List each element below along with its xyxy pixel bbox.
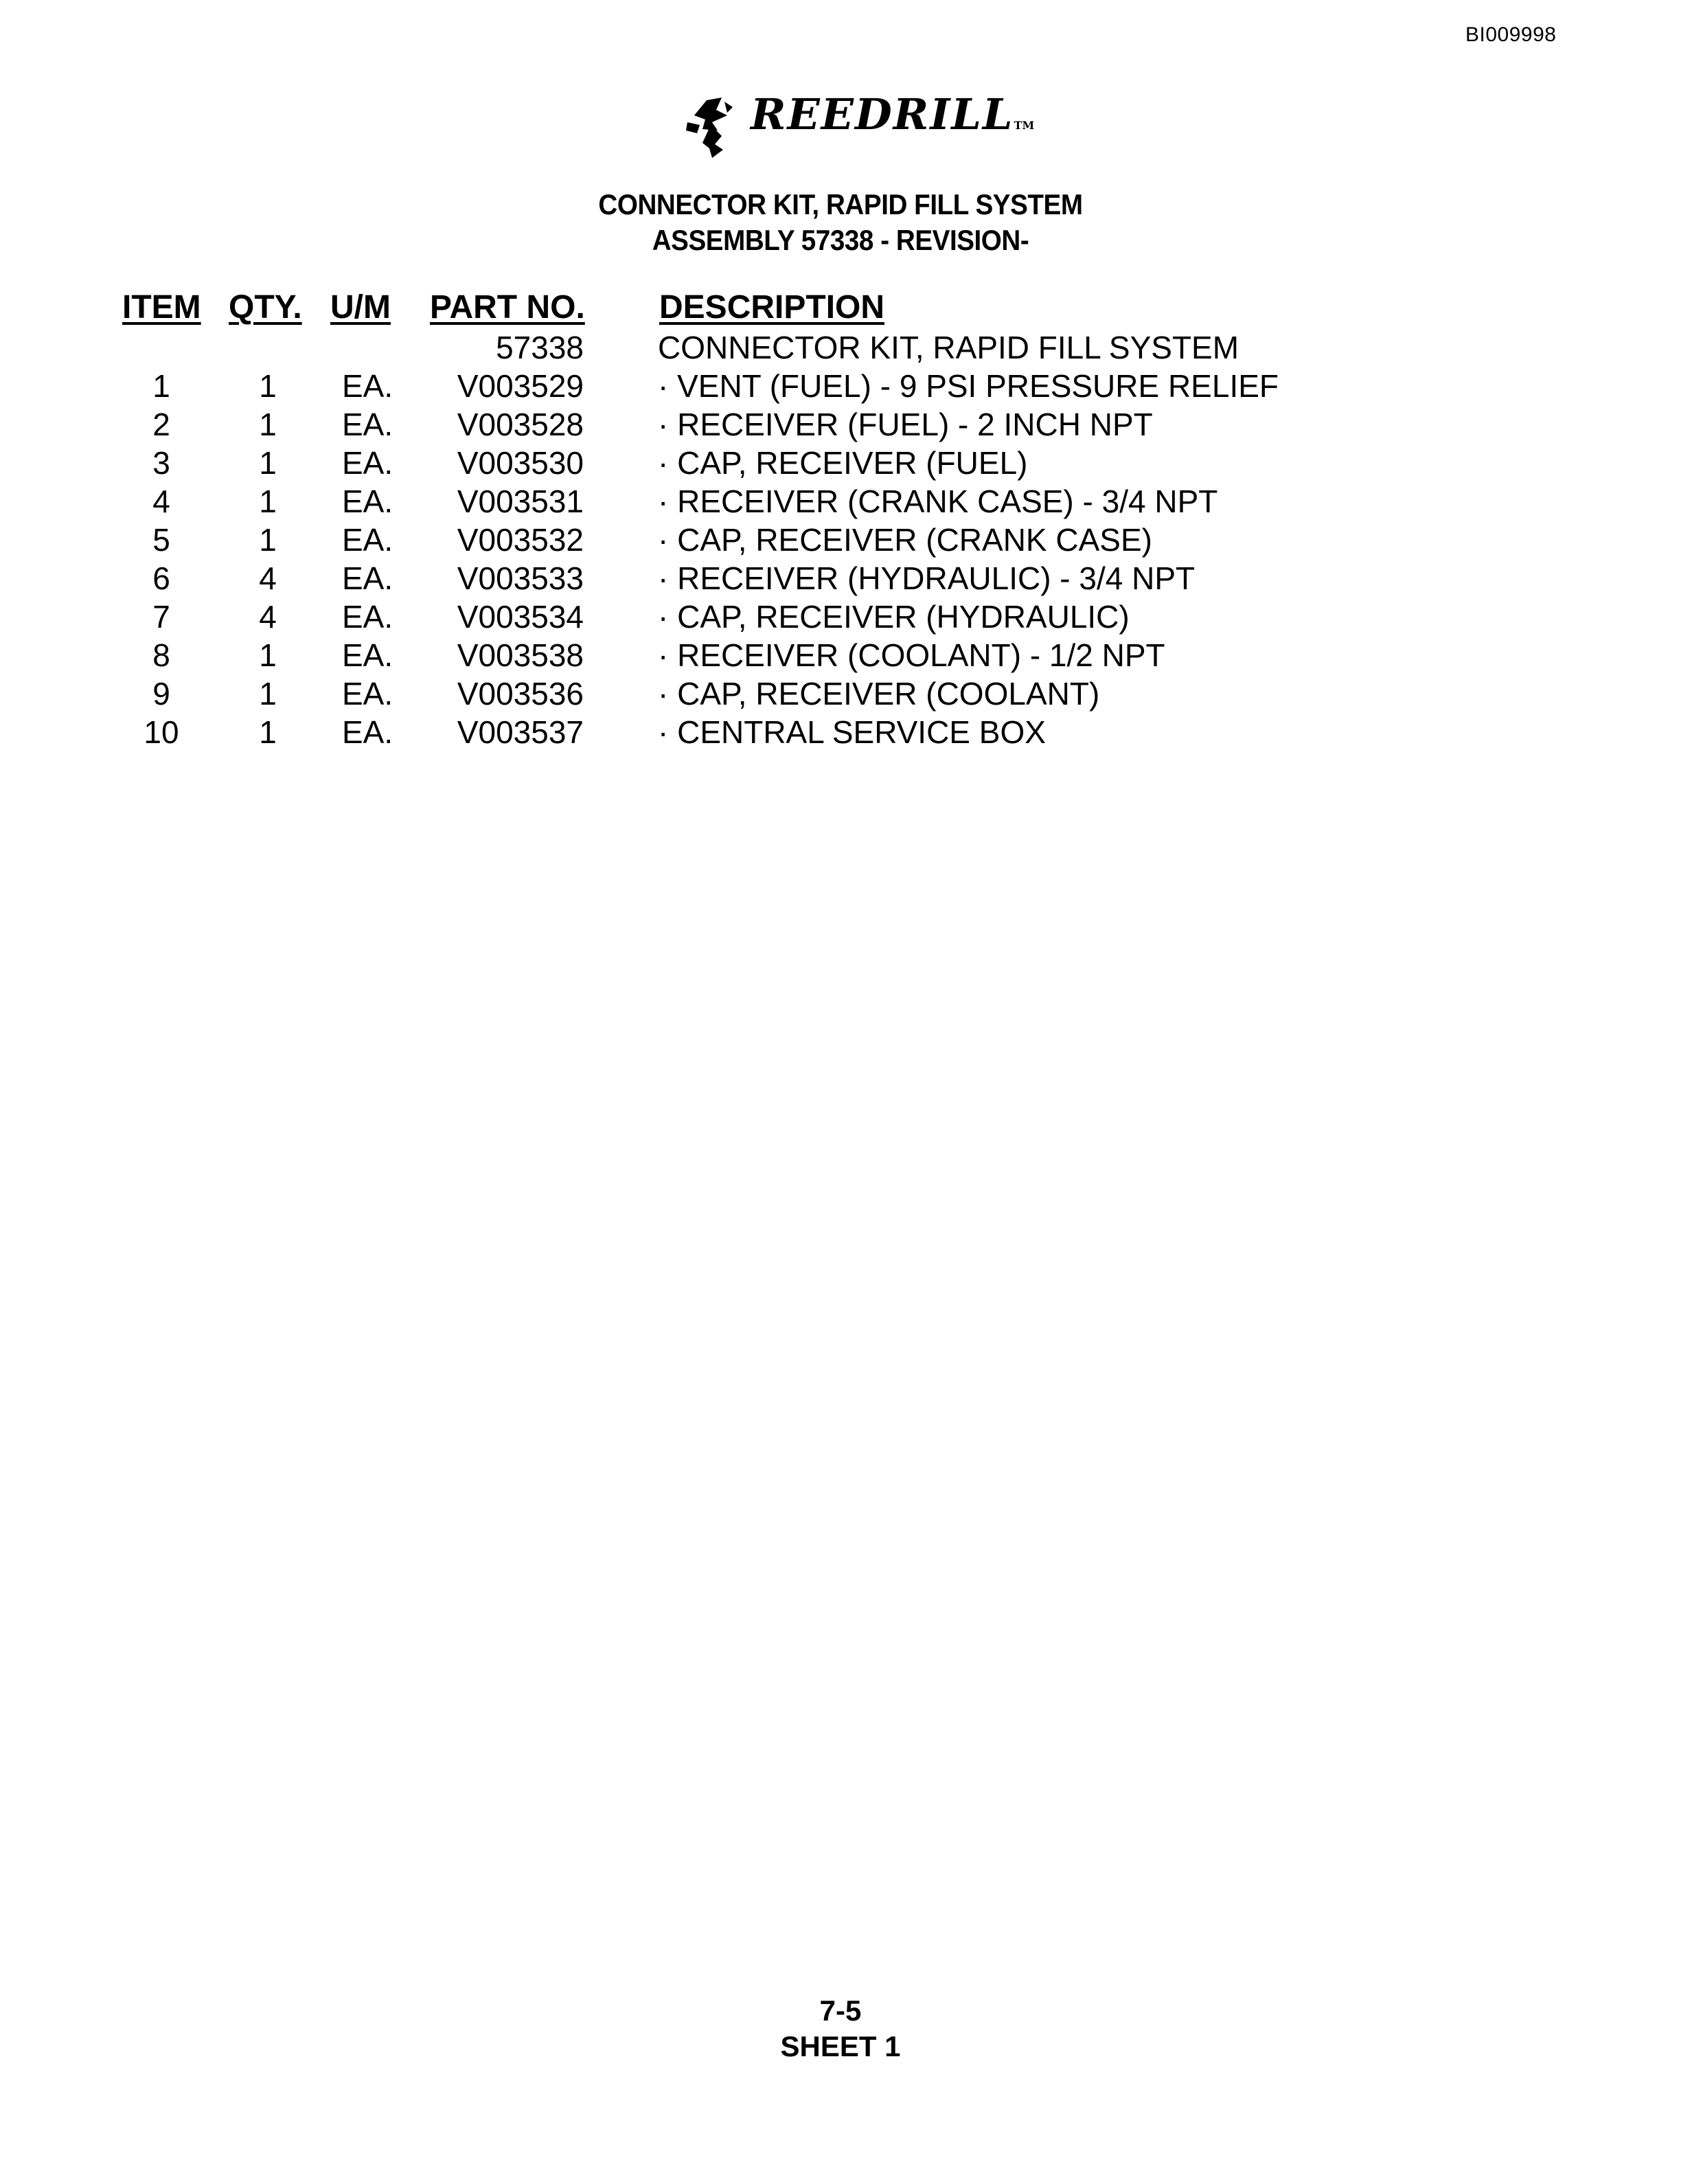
- trademark-mark: TM: [1014, 119, 1035, 132]
- um-cell: EA.: [342, 484, 393, 519]
- reedrill-logo: [682, 91, 1039, 159]
- description-cell: CONNECTOR KIT, RAPID FILL SYSTEM: [658, 330, 1239, 365]
- part-no-cell: V003536: [457, 676, 584, 712]
- qty-cell: 1: [259, 407, 277, 442]
- description-cell: · CAP, RECEIVER (CRANK CASE): [658, 522, 1152, 558]
- part-no-cell: V003529: [457, 368, 584, 404]
- document-title: CONNECTOR KIT, RAPID FILL SYSTEM: [598, 188, 1083, 220]
- header-description: DESCRIPTION: [659, 289, 885, 326]
- item-cell: 3: [152, 445, 170, 481]
- item-cell: 9: [152, 676, 170, 712]
- part-no-cell: V003530: [457, 445, 584, 481]
- item-cell: 4: [152, 484, 170, 519]
- table-row: [0, 713, 1681, 751]
- um-cell: EA.: [342, 445, 393, 481]
- um-cell: EA.: [342, 560, 393, 596]
- item-cell: 1: [152, 368, 170, 404]
- item-cell: 5: [152, 522, 170, 558]
- um-cell: EA.: [342, 714, 393, 750]
- qty-cell: 4: [259, 560, 277, 596]
- table-row: [0, 521, 1681, 559]
- qty-cell: 4: [259, 599, 277, 635]
- logo-wordmark-text: REEDRILL: [751, 89, 1014, 139]
- table-row: [0, 482, 1681, 521]
- item-cell: 8: [152, 637, 170, 673]
- description-cell: · CAP, RECEIVER (COOLANT): [658, 676, 1100, 712]
- qty-cell: 1: [259, 676, 277, 712]
- description-cell: · RECEIVER (FUEL) - 2 INCH NPT: [658, 407, 1153, 442]
- table-row: [0, 636, 1681, 674]
- qty-cell: 1: [259, 484, 277, 519]
- table-row: [0, 444, 1681, 482]
- page-number: 7-5: [819, 1994, 862, 2027]
- reedrill-drill-bit-icon: [682, 95, 748, 158]
- table-row: [0, 367, 1681, 405]
- header-part-no: PART NO.: [430, 289, 585, 326]
- item-cell: 2: [152, 407, 170, 442]
- item-cell: 7: [152, 599, 170, 635]
- um-cell: EA.: [342, 407, 393, 442]
- part-no-cell: V003528: [457, 407, 584, 442]
- um-cell: EA.: [342, 599, 393, 635]
- header-qty: QTY.: [229, 289, 302, 326]
- part-no-cell: V003538: [457, 637, 584, 673]
- item-cell: 6: [152, 560, 170, 596]
- description-cell: · CAP, RECEIVER (HYDRAULIC): [658, 599, 1130, 635]
- document-id: BI009998: [1465, 23, 1557, 46]
- description-cell: · CENTRAL SERVICE BOX: [658, 714, 1046, 750]
- assembly-revision: ASSEMBLY 57338 - REVISION-: [652, 224, 1029, 256]
- um-cell: EA.: [342, 522, 393, 558]
- table-row: [0, 328, 1681, 367]
- table-row: [0, 598, 1681, 636]
- item-cell: 10: [144, 714, 179, 750]
- qty-cell: 1: [259, 637, 277, 673]
- description-cell: · VENT (FUEL) - 9 PSI PRESSURE RELIEF: [658, 368, 1279, 404]
- qty-cell: 1: [259, 445, 277, 481]
- table-row: [0, 405, 1681, 444]
- part-no-cell: V003531: [457, 484, 584, 519]
- logo-wordmark: [751, 89, 1035, 139]
- um-cell: EA.: [342, 368, 393, 404]
- header-um: U/M: [330, 289, 391, 326]
- part-no-cell: V003532: [457, 522, 584, 558]
- table-row: [0, 674, 1681, 713]
- qty-cell: 1: [259, 522, 277, 558]
- um-cell: EA.: [342, 637, 393, 673]
- parts-list-header: [0, 288, 1681, 327]
- qty-cell: 1: [259, 368, 277, 404]
- description-cell: · CAP, RECEIVER (FUEL): [658, 445, 1028, 481]
- qty-cell: 1: [259, 714, 277, 750]
- part-no-cell: V003533: [457, 560, 584, 596]
- description-cell: · RECEIVER (HYDRAULIC) - 3/4 NPT: [658, 560, 1196, 596]
- part-no-cell: 57338: [496, 330, 584, 365]
- part-no-cell: V003534: [457, 599, 584, 635]
- description-cell: · RECEIVER (COOLANT) - 1/2 NPT: [658, 637, 1165, 673]
- table-row: [0, 559, 1681, 598]
- um-cell: EA.: [342, 676, 393, 712]
- part-no-cell: V003537: [457, 714, 584, 750]
- sheet-number: SHEET 1: [780, 2030, 901, 2062]
- description-cell: · RECEIVER (CRANK CASE) - 3/4 NPT: [658, 484, 1218, 519]
- header-item: ITEM: [122, 289, 201, 326]
